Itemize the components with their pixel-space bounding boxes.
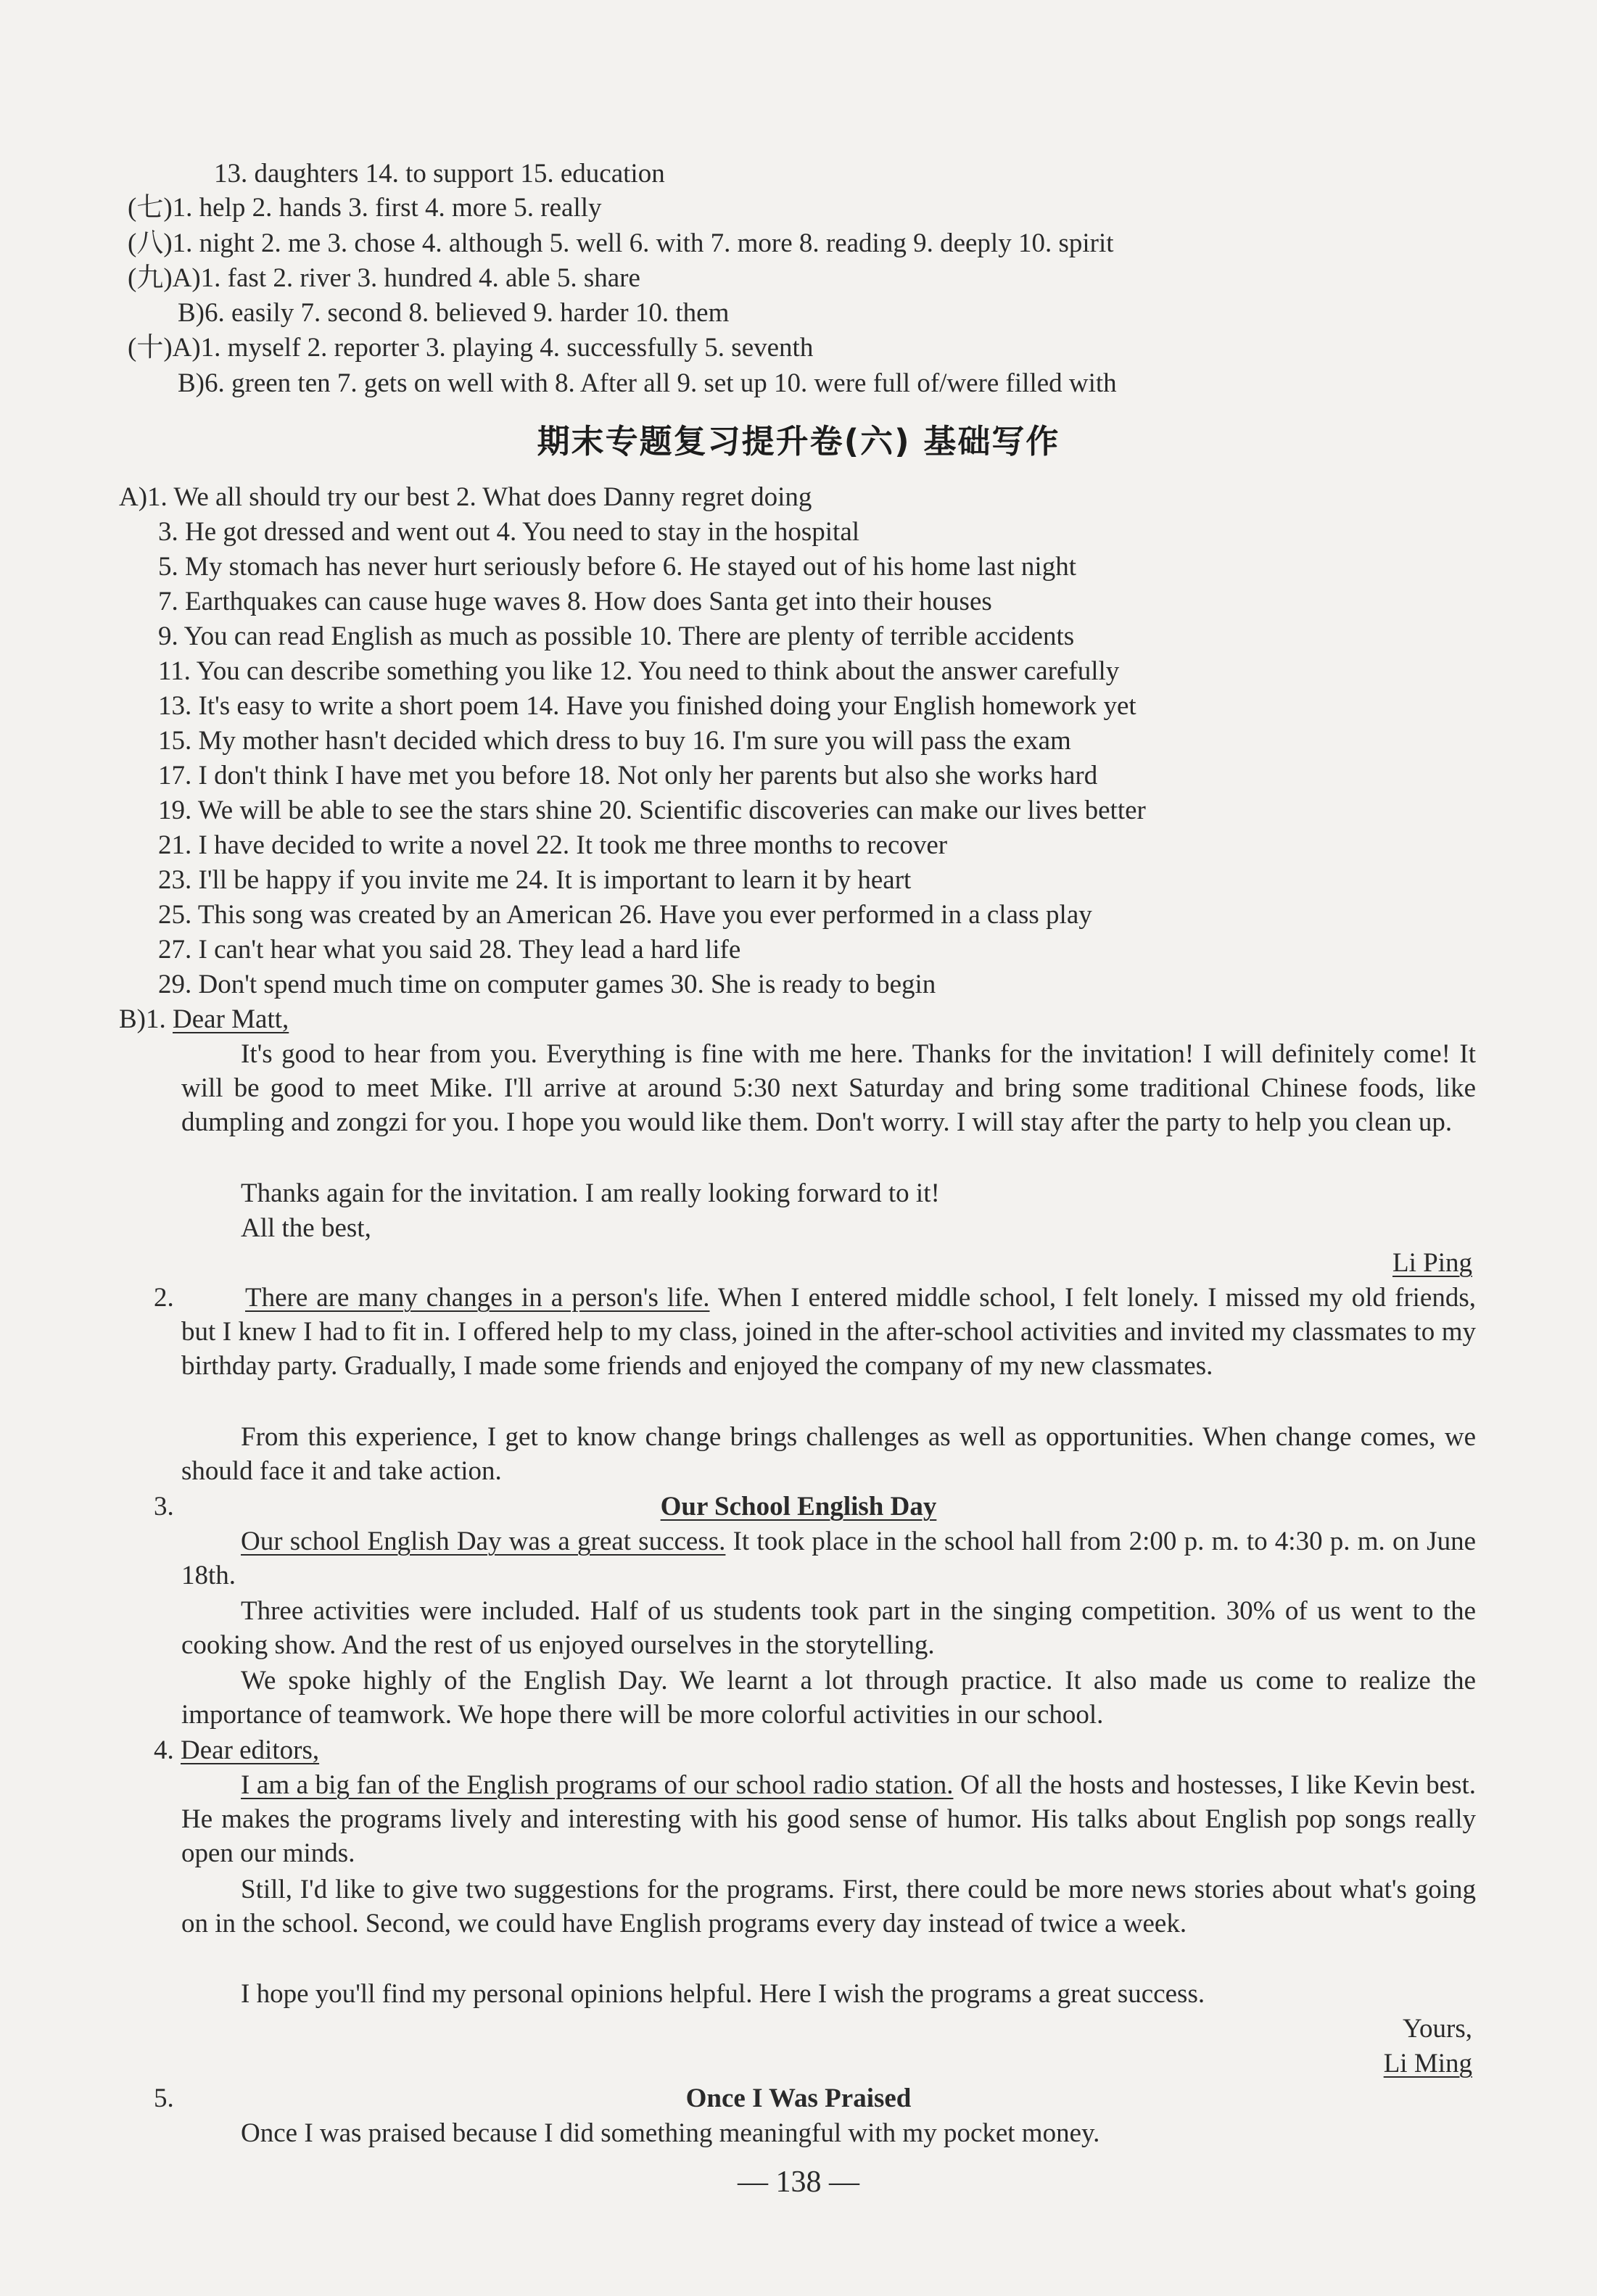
essay-title: Our School English Day bbox=[660, 1492, 937, 1521]
item-number: 2. bbox=[154, 1283, 174, 1313]
essay-paragraph: There are many changes in a person's life. When I entered middle school, I felt lonely. I missed my old friends, but I knew I had to fit in. I offered help to my class, joined in the after-school activities and invited my classmates to my birthday party. Gradually, I made some friends and enjoyed the company of my new classmates. bbox=[181, 1283, 1477, 1381]
sentence-line: 3. He got dressed and went out 4. You need to stay in the hospital bbox=[158, 517, 860, 547]
item-number: 3. bbox=[154, 1492, 174, 1521]
sentence-line: 27. I can't hear what you said 28. They lead a hard life bbox=[158, 935, 741, 965]
sentence-line: 7. Earthquakes can cause huge waves 8. How does Santa get into their houses bbox=[158, 587, 992, 616]
sentence-line: 17. I don't think I have met you before 18. Not only her parents but also she works hard bbox=[158, 761, 1098, 790]
topic-sentence: There are many changes in a person's life. bbox=[245, 1283, 710, 1313]
sentence-line: 5. My stomach has never hurt seriously before 6. He stayed out of his home last night bbox=[158, 552, 1076, 582]
letter-body: It's good to hear from you. Everything is fine with me here. Thanks for the invitation! I will definitely come! It will be good to meet Mike. I'll arrive at around 5:30 next Saturday and bring some traditional Chinese foods, like dumpling and zongzi for you. I hope you would like them. Don't worry. I will stay after the party to help you clean up. bbox=[181, 1039, 1476, 1137]
letter-body: Still, I'd like to give two suggestions for the programs. First, there could be more news stories about what's going on in the school. Second, we could have English programs every day instead of twice a week. bbox=[181, 1875, 1476, 1938]
essay-paragraph: From this experience, I get to know change brings challenges as well as opportunities. When change comes, we should face it and take action. bbox=[181, 1422, 1476, 1486]
letter-body: I hope you'll find my personal opinions helpful. Here I wish the programs a great success. bbox=[241, 1979, 1205, 2009]
sentence-line: 11. You can describe something you like 12. You need to think about the answer carefully bbox=[158, 656, 1120, 686]
sentence-line: 25. This song was created by an American 26. Have you ever performed in a class play bbox=[158, 900, 1092, 930]
section-title: 期末专题复习提升卷(六) 基础写作 bbox=[537, 422, 1060, 461]
sentence-line: A)1. We all should try our best 2. What does Danny regret doing bbox=[119, 482, 812, 512]
greeting: Dear Matt, bbox=[173, 1004, 289, 1034]
letter-thanks: Thanks again for the invitation. I am really looking forward to it! bbox=[241, 1178, 940, 1208]
letter-greeting-line bbox=[154, 1733, 319, 1767]
essay-paragraph: Three activities were included. Half of us students took part in the singing competition. 30% of us went to the cooking show. And the rest of us enjoyed ourselves in the storytelling. bbox=[181, 1596, 1476, 1660]
sentence-line: 21. I have decided to write a novel 22. It took me three months to recover bbox=[158, 830, 948, 860]
essay-title: Once I Was Praised bbox=[685, 2084, 912, 2113]
essay-paragraph: Once I was praised because I did something meaningful with my pocket money. bbox=[241, 2118, 1100, 2148]
essay-paragraph: Our school English Day was a great success. It took place in the school hall from 2:00 p. m. to 4:30 p. m. on June 18th. bbox=[181, 1527, 1477, 1590]
answer-line: (七)1. help 2. hands 3. first 4. more 5. really bbox=[128, 193, 602, 223]
topic-sentence: Our school English Day was a great success. bbox=[241, 1527, 726, 1556]
letter-body: I am a big fan of the English programs of our school radio station. Of all the hosts and hostesses, I like Kevin best. He makes the programs lively and interesting with his good sense of humor. His talks about English pop songs really open our minds. bbox=[181, 1770, 1476, 1868]
answer-line: B)6. green ten 7. gets on well with 8. After all 9. set up 10. were full of/were filled with bbox=[178, 368, 1117, 398]
sentence-line: 23. I'll be happy if you invite me 24. It is important to learn it by heart bbox=[158, 865, 912, 895]
letter-signature: Li Ming bbox=[1383, 2049, 1472, 2078]
item-number: 5. bbox=[154, 2084, 174, 2113]
answer-line: (九)A)1. fast 2. river 3. hundred 4. able 5. share bbox=[128, 263, 640, 293]
sentence-line: 9. You can read English as much as possible 10. There are plenty of terrible accidents bbox=[158, 622, 1075, 651]
sentence-line: 19. We will be able to see the stars shine 20. Scientific discoveries can make our lives better bbox=[158, 796, 1146, 825]
essay-paragraph: We spoke highly of the English Day. We learnt a lot through practice. It also made us come to realize the importance of teamwork. We hope there will be more colorful activities in our school. bbox=[181, 1666, 1476, 1730]
sentence-line: 15. My mother hasn't decided which dress to buy 16. I'm sure you will pass the exam bbox=[158, 726, 1071, 756]
letter-closing: Yours, bbox=[1403, 2014, 1472, 2044]
page-number: — 138 — bbox=[738, 2165, 859, 2199]
sentence-line: 29. Don't spend much time on computer games 30. She is ready to begin bbox=[158, 970, 936, 999]
answer-line: B)6. easily 7. second 8. believed 9. harder 10. them bbox=[178, 298, 730, 328]
letter-closing: All the best, bbox=[241, 1213, 371, 1243]
item-number: 4. bbox=[154, 1735, 181, 1765]
item-number: B)1. bbox=[119, 1004, 173, 1034]
answer-line: 13. daughters 14. to support 15. education bbox=[214, 159, 665, 189]
letter-signature: Li Ping bbox=[1392, 1248, 1472, 1278]
answer-line: (十)A)1. myself 2. reporter 3. playing 4. successfully 5. seventh bbox=[128, 333, 814, 363]
letter-greeting-line bbox=[119, 1002, 289, 1036]
topic-sentence: I am a big fan of the English programs of our school radio station. bbox=[241, 1770, 954, 1800]
greeting: Dear editors, bbox=[181, 1735, 320, 1765]
sentence-line: 13. It's easy to write a short poem 14. Have you finished doing your English homework yet bbox=[158, 691, 1136, 721]
answer-line: (八)1. night 2. me 3. chose 4. although 5. well 6. with 7. more 8. reading 9. deeply 10. spirit bbox=[128, 228, 1114, 258]
